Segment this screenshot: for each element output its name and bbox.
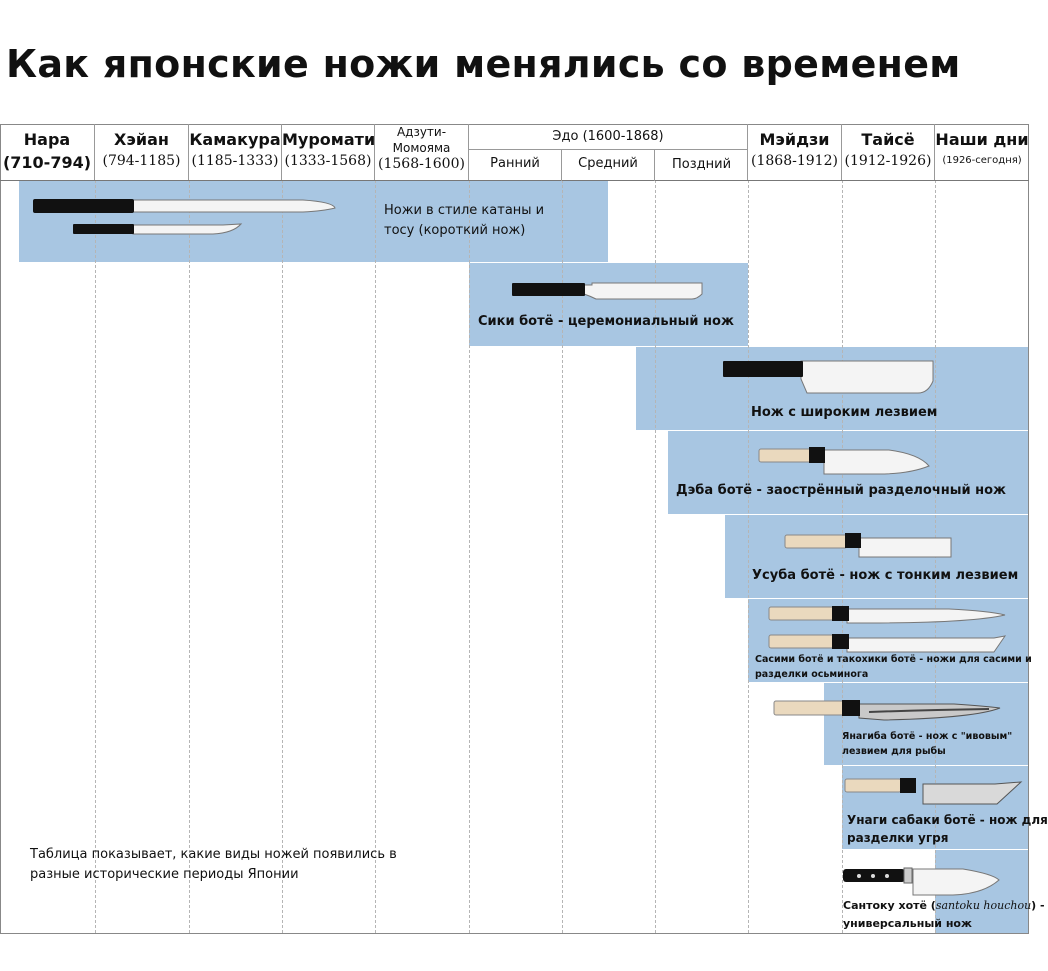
katana-label <box>384 201 544 241</box>
katana-label-line1: Ножи в стиле катаны и <box>384 203 545 218</box>
usuba-knife-icon <box>785 532 955 560</box>
unagi-label <box>847 811 1048 847</box>
period-kamakura <box>189 124 282 180</box>
wide-blade-knife-icon <box>723 359 938 395</box>
sashimi-label <box>755 652 1032 682</box>
katana-knife-icon <box>33 196 338 216</box>
santoku-label <box>843 897 1045 933</box>
tosu-knife-icon <box>73 221 243 237</box>
deba-knife-icon <box>759 446 934 478</box>
period-meiji <box>748 124 842 180</box>
period-present <box>935 124 1029 180</box>
period-heian <box>95 124 189 180</box>
period-name-line1: Адзути- <box>396 125 447 139</box>
edo-early: Ранний <box>469 150 562 181</box>
sashimi-knife-icon <box>769 605 1009 627</box>
wide-blade-label: Нож с широким лезвием <box>751 405 938 420</box>
period-name: Муромати <box>282 130 376 149</box>
period-name: Наши дни <box>935 130 1029 149</box>
period-azuchi-momoyama <box>375 124 469 180</box>
edo-late: Поздний <box>671 157 732 172</box>
note-line2: разные исторические периоды Японии <box>30 867 299 882</box>
unagi-label-line1: Унаги сабаки ботё - нож для <box>847 813 1048 827</box>
edo-middle: Средний <box>562 150 655 181</box>
period-muromachi <box>282 124 375 180</box>
shiki-knife-icon <box>512 280 707 304</box>
period-taisho <box>842 124 935 180</box>
unagi-label-line2: разделки угря <box>847 831 949 845</box>
period-dates: (1568-1600) <box>378 156 465 172</box>
santoku-knife-icon <box>843 866 1003 898</box>
santoku-label-italic: santoku houchou <box>935 899 1032 912</box>
katana-label-line2: тосу (короткий нож) <box>384 223 526 238</box>
period-dates: (710-794) <box>2 153 92 172</box>
yanagiba-knife-icon <box>774 698 1004 726</box>
unagi-knife-icon <box>845 776 1025 810</box>
santoku-label-line2: универсальный нож <box>843 917 972 930</box>
santoku-label-a: Сантоку хотё ( <box>843 899 936 912</box>
note-line1: Таблица показывает, какие виды ножей появились в <box>30 847 397 862</box>
shiki-label: Сики ботё - церемониальный нож <box>478 314 734 329</box>
edo-subperiods <box>469 149 748 181</box>
yanagiba-label-line1: Янагиба ботё - нож с "ивовым" <box>842 731 1013 742</box>
page-title: Как японские ножи менялись со временем <box>6 42 961 86</box>
period-dates: (1912-1926) <box>844 153 932 169</box>
yanagiba-label <box>842 729 1012 759</box>
deba-label: Дэба ботё - заострённый разделочный нож <box>676 483 1006 498</box>
sashimi-label-line1: Сасими ботё и такохики ботё - ножи для сасими и <box>755 654 1032 665</box>
sashimi-label-line2: разделки осьминога <box>755 669 869 680</box>
period-nara <box>0 124 95 180</box>
period-dates: (794-1185) <box>102 153 181 169</box>
period-name: Эдо (1600-1868) <box>552 129 664 144</box>
santoku-label-line1 <box>843 897 1045 915</box>
period-dates: (1926-сегодня) <box>942 155 1022 166</box>
period-name: Хэйан <box>114 130 169 149</box>
yanagiba-label-line2: лезвием для рыбы <box>842 746 946 757</box>
period-dates: (1185-1333) <box>191 153 279 169</box>
period-name: Нара <box>23 130 71 149</box>
period-dates: (1868-1912) <box>751 153 838 169</box>
period-edo <box>469 124 748 180</box>
period-name: Мэйдзи <box>759 130 830 149</box>
santoku-label-b: ) - <box>1031 899 1045 912</box>
usuba-label: Усуба ботё - нож с тонким лезвием <box>752 568 1019 583</box>
table-note <box>30 845 397 885</box>
period-dates: (1333-1568) <box>284 153 372 169</box>
period-name: Камакура <box>189 130 281 149</box>
period-name-line2: Момояма <box>392 141 451 155</box>
period-name: Тайсё <box>861 130 915 149</box>
